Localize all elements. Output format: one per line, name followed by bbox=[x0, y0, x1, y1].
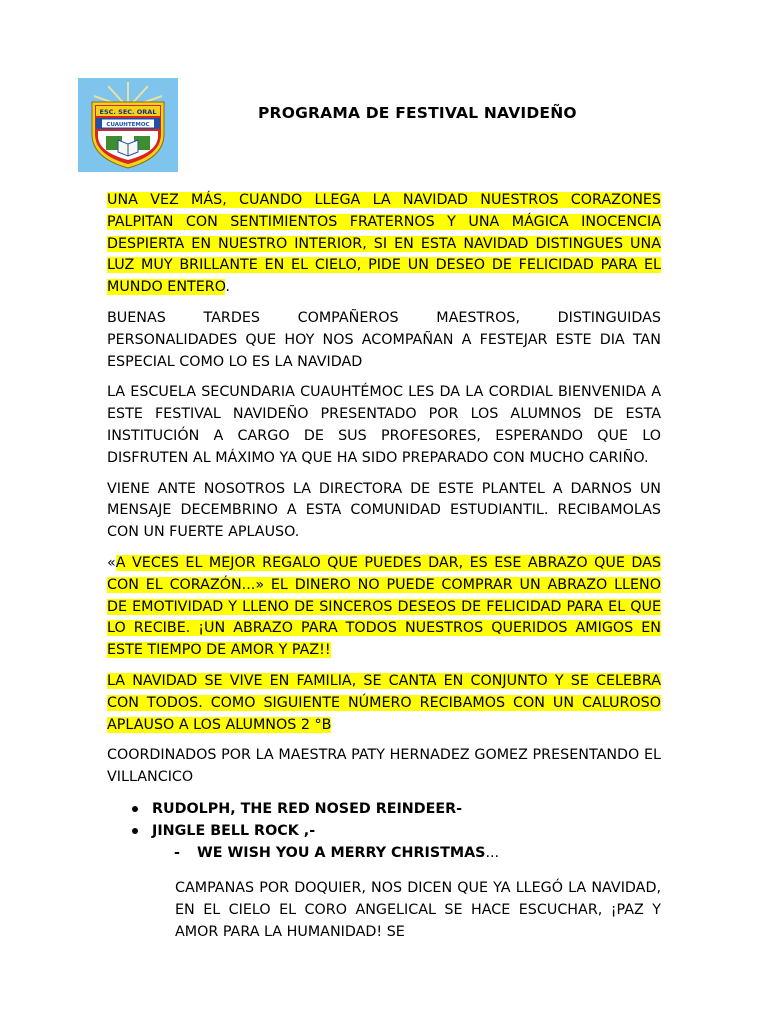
paragraph-end-period: . bbox=[225, 279, 230, 296]
document-body bbox=[107, 190, 661, 943]
dash-icon: - bbox=[174, 844, 180, 861]
bullet-icon bbox=[132, 828, 138, 834]
quote-open-mark: « bbox=[107, 554, 116, 571]
school-crest-icon bbox=[78, 78, 178, 172]
song-title: WE WISH YOU A MERRY CHRISTMAS bbox=[197, 844, 486, 861]
logo-banner-text: CUAUHTEMOC bbox=[106, 122, 150, 128]
list-item bbox=[107, 842, 661, 864]
song-title: RUDOLPH, THE RED NOSED REINDEER- bbox=[152, 800, 463, 817]
paragraph-closing: CAMPANAS POR DOQUIER, NOS DICEN QUE YA LLEGÓ LA NAVIDAD, EN EL CIELO EL CORO ANGELICAL SE HACE ESCUCHAR, ¡PAZ Y AMOR PARA LA HUMANIDAD! SE bbox=[175, 879, 661, 940]
list-item bbox=[107, 820, 661, 842]
song-list bbox=[107, 798, 661, 864]
logo-top-text: ESC. SEC. ORAL bbox=[99, 108, 157, 116]
paragraph-greeting: BUENAS TARDES COMPAÑEROS MAESTROS, DISTINGUIDAS PERSONALIDADES QUE HOY NOS ACOMPAÑAN A FESTEJAR ESTE DIA TAN ESPECIAL COMO LO ES LA NAVIDAD bbox=[107, 309, 661, 370]
highlighted-text: UNA VEZ MÁS, CUANDO LLEGA LA NAVIDAD NUESTROS CORAZONES PALPITAN CON SENTIMIENTOS FRATERNOS Y UNA MÁGICA INOCENCIA DESPIERTA EN NUESTRO INTERIOR, SI EN ESTA NAVIDAD DISTINGUES UNA LUZ MUY BRILLANTE EN EL CIELO, PIDE UN DESEO DE FELICIDAD PARA EL MUNDO ENTERO bbox=[107, 192, 661, 296]
paragraph-coordinator: COORDINADOS POR LA MAESTRA PATY HERNADEZ GOMEZ PRESENTANDO EL VILLANCICO bbox=[107, 747, 661, 786]
paragraph-family bbox=[107, 671, 661, 736]
bullet-icon bbox=[132, 806, 138, 812]
song-title: JINGLE BELL ROCK ,- bbox=[152, 822, 316, 839]
school-logo bbox=[78, 78, 178, 172]
list-item bbox=[107, 798, 661, 820]
document-title: PROGRAMA DE FESTIVAL NAVIDEÑO bbox=[258, 104, 577, 122]
highlighted-text: A VECES EL MEJOR REGALO QUE PUEDES DAR, ES ESE ABRAZO QUE DAS CON EL CORAZÓN...» EL DINERO NO PUEDE COMPRAR UN ABRAZO LLENO DE EMOTIVIDAD Y LLENO DE SINCEROS DESEOS DE FELICIDAD PARA EL QUE LO RECIBE. ¡UN ABRAZO PARA TODOS NUESTROS QUERIDOS AMIGOS EN ESTE TIEMPO DE AMOR Y PAZ!! bbox=[107, 554, 661, 659]
highlighted-text: LA NAVIDAD SE VIVE EN FAMILIA, SE CANTA EN CONJUNTO Y SE CELEBRA CON TODOS. COMO SIGUIENTE NÚMERO RECIBAMOS CON UN CALUROSO APLAUSO A LOS ALUMNOS 2 °B bbox=[107, 672, 661, 733]
paragraph-intro bbox=[107, 190, 661, 299]
paragraph-welcome: LA ESCUELA SECUNDARIA CUAUHTÉMOC LES DA LA CORDIAL BIENVENIDA A ESTE FESTIVAL NAVIDEÑO PRESENTADO POR LOS ALUMNOS DE ESTA INSTITUCIÓN A CARGO DE SUS PROFESORES, ESPERANDO QUE LO DISFRUTEN AL MÁXIMO YA QUE HA SIDO PREPARADO CON MUCHO CARIÑO. bbox=[107, 384, 661, 466]
song-ellipsis: ... bbox=[485, 844, 500, 861]
paragraph-hug-quote bbox=[107, 553, 661, 662]
paragraph-director: VIENE ANTE NOSOTROS LA DIRECTORA DE ESTE PLANTEL A DARNOS UN MENSAJE DECEMBRINO A ESTA COMUNIDAD ESTUDIANTIL. RECIBAMOLAS CON UN FUERTE APLAUSO. bbox=[107, 480, 661, 541]
